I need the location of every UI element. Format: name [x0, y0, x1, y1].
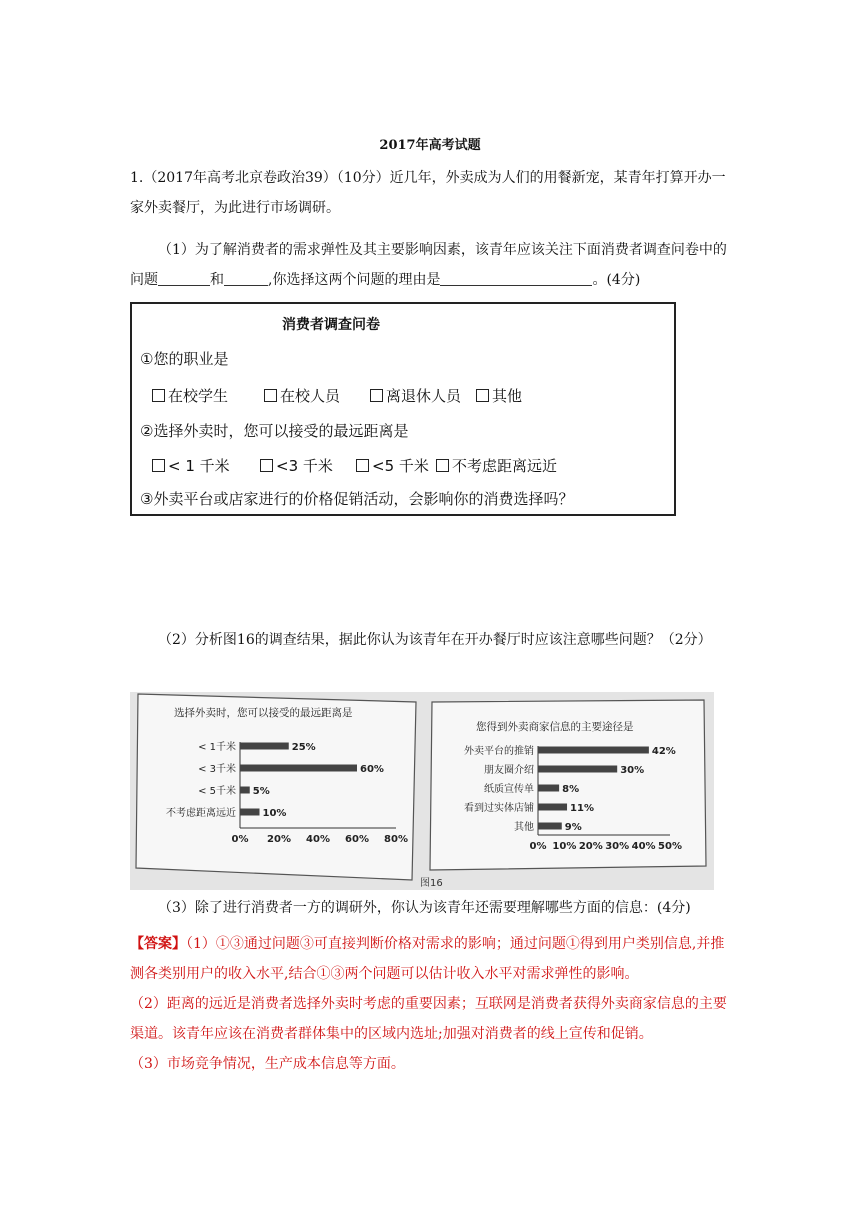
value-label: 25%	[291, 742, 316, 753]
bar	[538, 747, 649, 754]
checkbox-icon	[476, 389, 489, 402]
figure-16-charts	[130, 692, 714, 890]
option-label: 在校学生	[168, 387, 229, 405]
bar	[240, 809, 260, 816]
checkbox-icon	[260, 459, 273, 472]
answer-part2: （2）距离的远近是消费者选择外卖时考虑的重要因素；互联网是消费者获得外卖商家信息的主要渠道。该青年应该在消费者群体集中的区域内选址;加强对消费者的线上宣传和促销。	[130, 996, 727, 1042]
bar	[240, 743, 289, 750]
category-label: < 5千米	[198, 786, 236, 797]
x-tick-label: 40%	[631, 841, 656, 852]
category-label: < 3千米	[198, 764, 236, 775]
option-label: 在校人员	[280, 387, 341, 405]
value-label: 9%	[564, 822, 582, 833]
chart-title: 您得到外卖商家信息的主要途径是	[476, 721, 634, 733]
part1-text-d: 。(4分)	[592, 272, 641, 288]
value-label: 42%	[651, 746, 676, 757]
x-tick-label: 80%	[384, 834, 408, 845]
bar	[538, 785, 559, 792]
x-tick-label: 0%	[529, 841, 547, 852]
category-label: < 1千米	[198, 742, 236, 753]
x-tick-label: 60%	[345, 834, 369, 845]
survey-question-1: ①您的职业是	[140, 350, 229, 368]
q2-option-2[interactable]	[260, 455, 333, 476]
answer-part1	[130, 929, 730, 989]
q1-option-1[interactable]	[152, 385, 228, 406]
answer-part3: （3）市场竞争情况，生产成本信息等方面。	[130, 1056, 405, 1072]
question-intro: 1.（2017年高考北京卷政治39）（10分）近几年，外卖成为人们的用餐新宠，某青年打算开办一家外卖餐厅，为此进行市场调研。	[130, 170, 726, 216]
q2-option-3[interactable]	[356, 455, 429, 476]
option-label: 不考虑距离远近	[452, 457, 558, 475]
value-label: 5%	[252, 786, 270, 797]
checkbox-icon	[356, 459, 369, 472]
survey-question-2: ②选择外卖时，您可以接受的最远距离是	[140, 422, 409, 440]
q1-option-3[interactable]	[370, 385, 461, 406]
bar	[240, 787, 250, 794]
survey-question-3: ③外卖平台或店家进行的价格促销活动，会影响你的消费选择吗？	[140, 490, 574, 508]
checkbox-icon	[152, 389, 165, 402]
answer-blank-2[interactable]	[224, 271, 268, 286]
q1-option-2[interactable]	[264, 385, 340, 406]
question-part3: （3）除了进行消费者一方的调研外，你认为该青年还需要理解哪些方面的信息：(4分)	[158, 900, 691, 916]
answer-tag: 【答案】	[130, 936, 186, 952]
part1-text-b: 和	[210, 272, 224, 288]
option-label: 离退休人员	[386, 387, 462, 405]
left-chart-panel	[136, 694, 416, 880]
answer-block	[130, 929, 730, 1079]
figure-caption: 图16	[420, 878, 443, 889]
part1-text-c: ,你选择这两个问题的理由是	[268, 272, 441, 288]
q1-option-4[interactable]	[476, 385, 522, 406]
x-tick-label: 20%	[267, 834, 291, 845]
question-part1	[130, 235, 730, 295]
category-label: 朋友圈介绍	[484, 765, 534, 776]
x-tick-label: 0%	[231, 834, 249, 845]
answer-blank-3[interactable]	[440, 271, 592, 286]
value-label: 11%	[570, 803, 594, 814]
option-label: <3 千米	[276, 457, 333, 475]
checkbox-icon	[264, 389, 277, 402]
survey-title: 消费者调查问卷	[282, 317, 380, 333]
x-tick-label: 10%	[552, 841, 577, 852]
bar	[538, 766, 617, 773]
bar	[538, 823, 562, 830]
category-label: 纸质宣传单	[484, 784, 534, 795]
bar	[538, 804, 567, 811]
value-label: 8%	[562, 784, 580, 795]
value-label: 30%	[620, 765, 645, 776]
bar	[240, 765, 357, 772]
value-label: 60%	[360, 764, 384, 775]
x-tick-label: 50%	[658, 841, 682, 852]
checkbox-icon	[436, 459, 449, 472]
category-label: 看到过实体店铺	[464, 803, 534, 814]
answer-part1-text: （1）①③通过问题③可直接判断价格对需求的影响；通过问题①得到用户类别信息,并推测各类别用户的收入水平,结合①③两个问题可以估计收入水平对需求弹性的影响。	[130, 936, 725, 982]
question-part2: （2）分析图16的调查结果，据此你认为该青年在开办餐厅时应该注意哪些问题？（2分）	[158, 632, 712, 648]
value-label: 10%	[262, 808, 287, 819]
q2-option-4[interactable]	[436, 455, 557, 476]
survey-box	[130, 302, 676, 516]
part1-text-a: （1）为了解消费者的需求弹性及其主要影响因素，该青年应该关注下面消费者调查问卷中的问题	[130, 242, 727, 288]
x-tick-label: 30%	[605, 841, 630, 852]
x-tick-label: 40%	[306, 834, 330, 845]
category-label: 外卖平台的推销	[464, 746, 534, 757]
option-label: <5 千米	[372, 457, 429, 475]
checkbox-icon	[152, 459, 165, 472]
category-label: 不考虑距离远近	[166, 808, 236, 819]
checkbox-icon	[370, 389, 383, 402]
option-label: < 1 千米	[168, 457, 230, 475]
option-label: 其他	[492, 387, 523, 405]
q2-option-1[interactable]	[152, 455, 230, 476]
category-label: 其他	[514, 822, 534, 833]
x-tick-label: 20%	[578, 841, 603, 852]
answer-blank-1[interactable]	[158, 271, 210, 286]
figure-16	[130, 692, 714, 890]
chart-title: 选择外卖时，您可以接受的最远距离是	[174, 707, 353, 719]
page-title: 2017年高考试题	[379, 138, 481, 153]
